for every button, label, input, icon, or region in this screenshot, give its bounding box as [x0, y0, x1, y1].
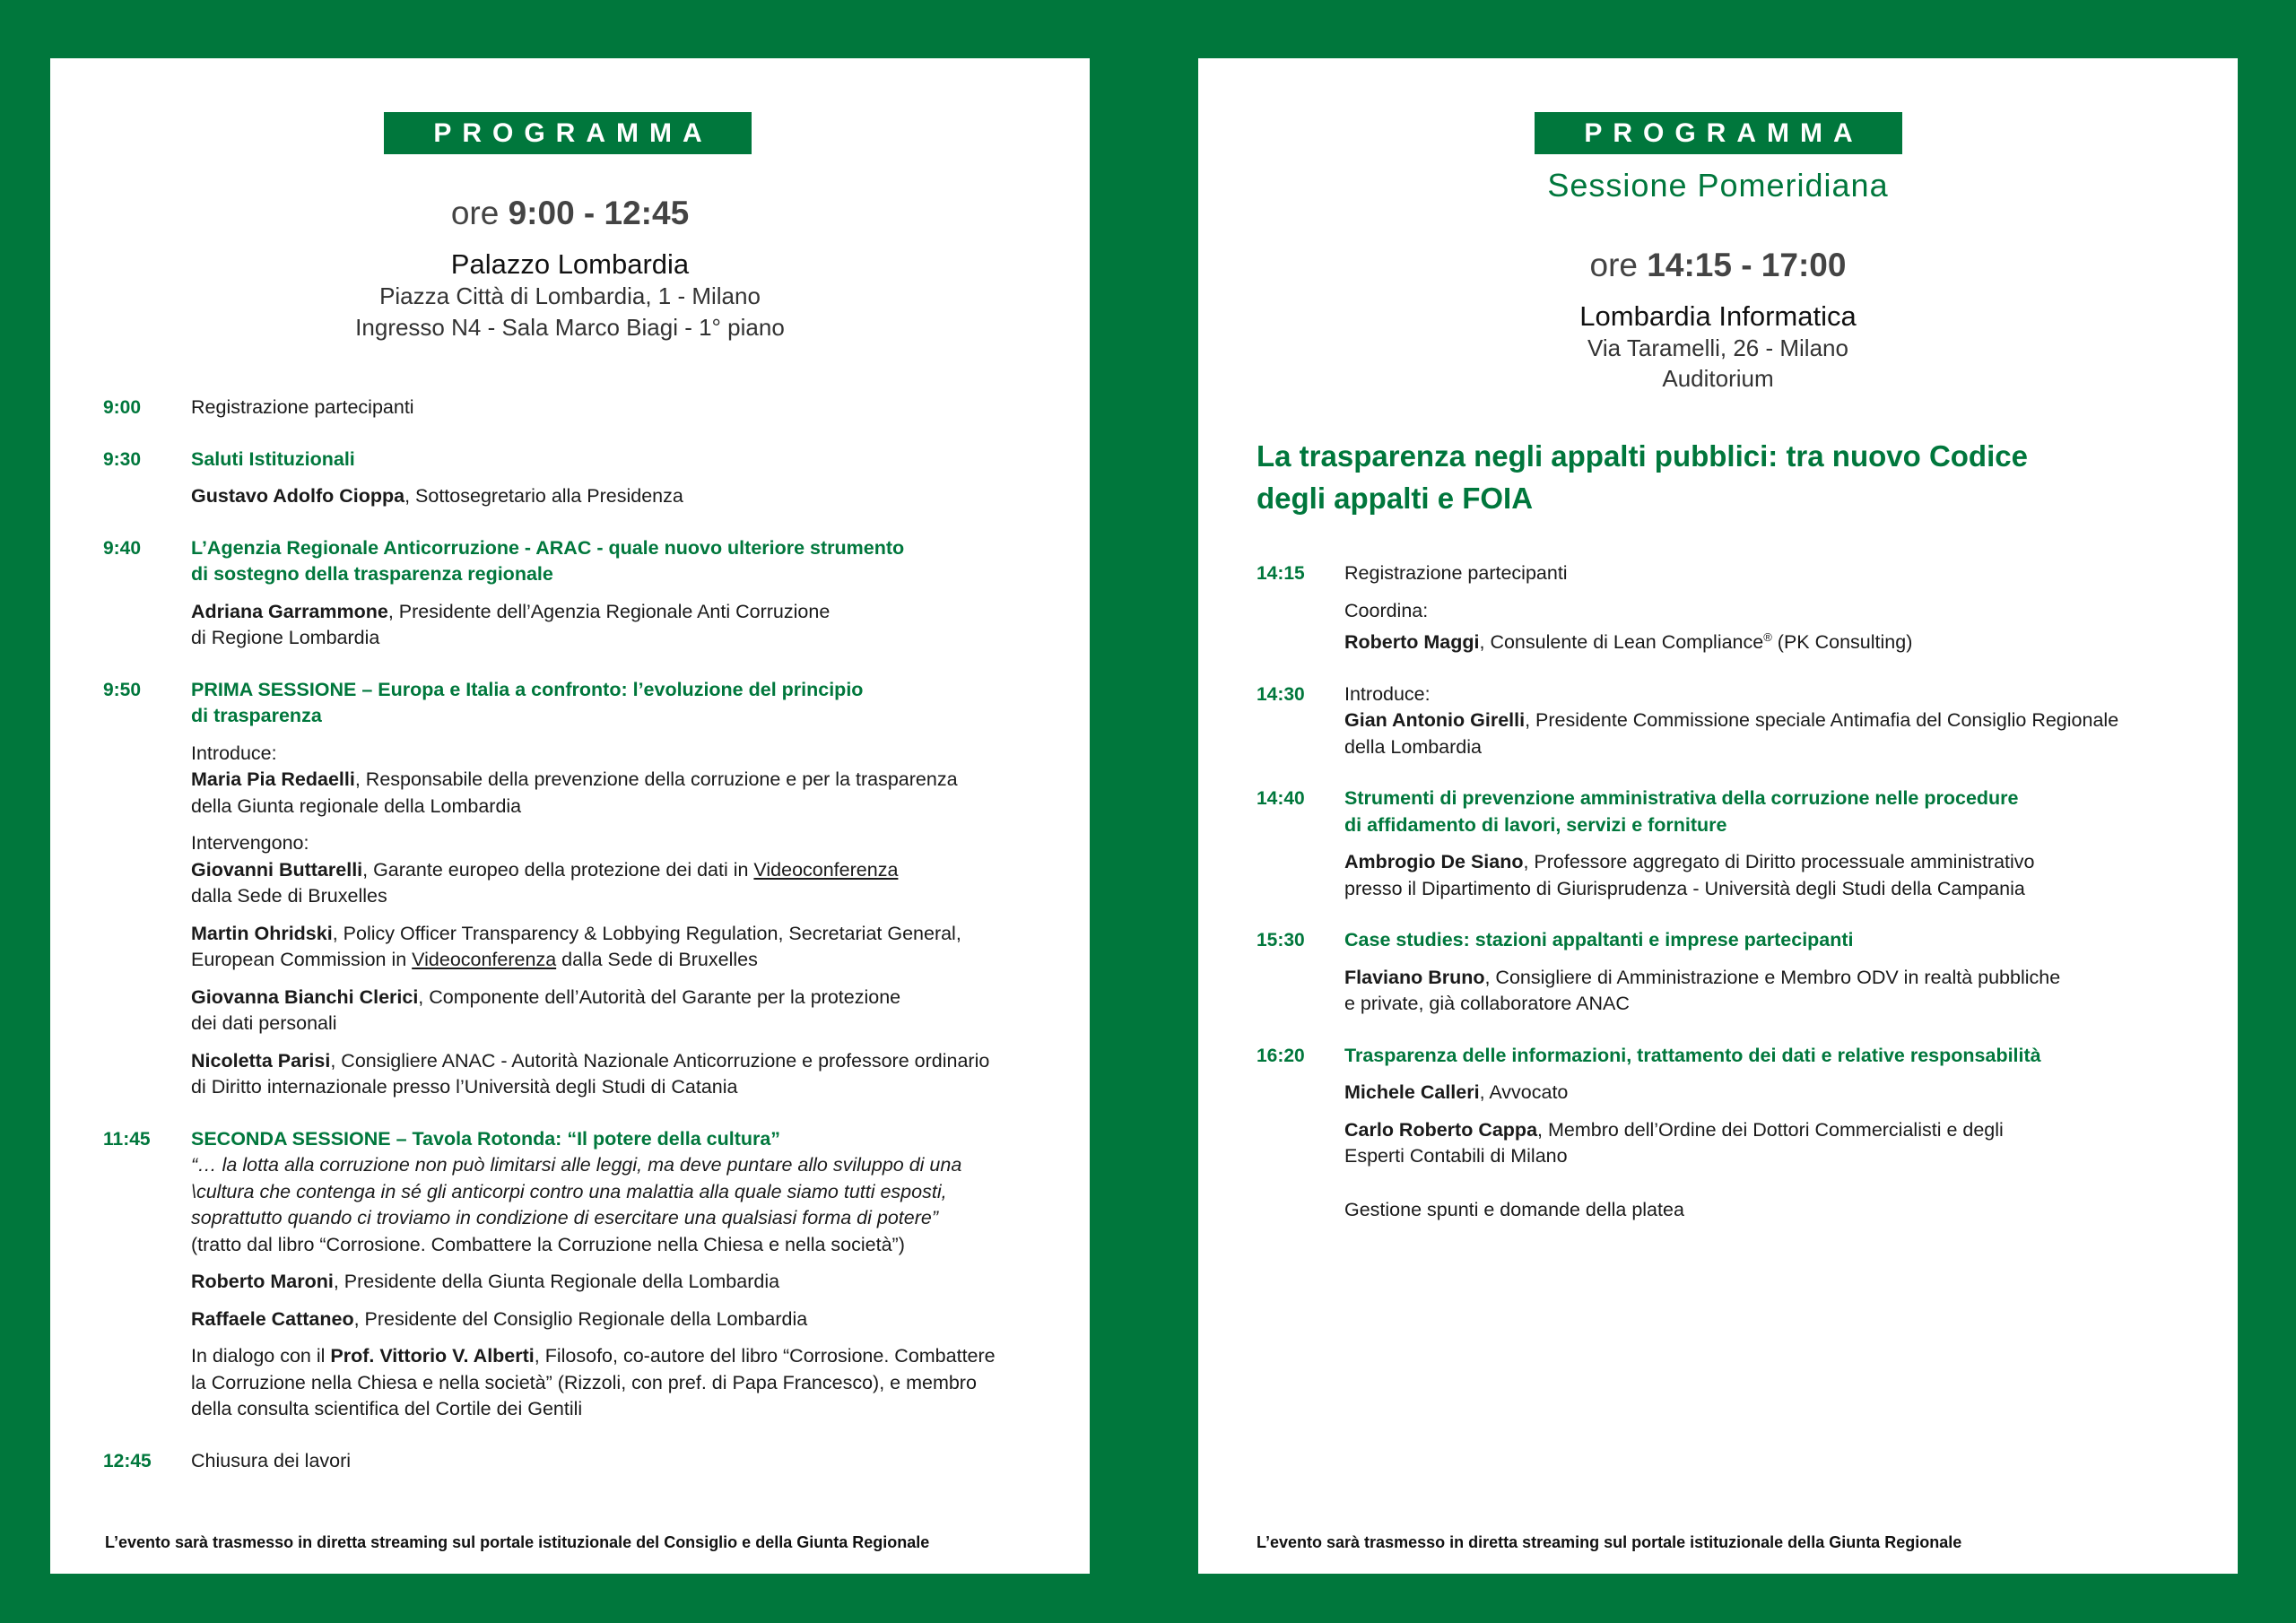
speaker-role: , Garante europeo della protezione dei dati in — [362, 858, 754, 881]
speaker-name: Raffaele Cattaneo — [191, 1307, 354, 1330]
agenda-item — [103, 1448, 1045, 1475]
speaker-role-cont: della Lombardia — [1344, 735, 1482, 758]
agenda-list — [103, 395, 1045, 1474]
speaker-role: , Presidente Commissione speciale Antimafia del Consiglio Regionale — [1525, 709, 2119, 732]
agenda-title: Chiusura dei lavori — [191, 1449, 352, 1471]
venue-address: Via Taramelli, 26 - Milano — [1587, 334, 1848, 361]
agenda-title: PRIMA SESSIONE – Europa e Italia a confronto: l’evoluzione del principio — [191, 678, 864, 700]
venue-name: Lombardia Informatica — [1579, 300, 1857, 332]
speaker-name: Prof. Vittorio V. Alberti — [330, 1345, 535, 1367]
agenda-title: Strumenti di prevenzione amministrativa della corruzione nelle procedure — [1344, 787, 2019, 810]
speaker-name: Adriana Garrammone — [191, 600, 388, 622]
speakers-label: Intervengono: — [191, 832, 309, 854]
streaming-note: L’evento sarà trasmesso in diretta streaming sul portale istituzionale della Giunta Regionale — [1257, 1533, 1962, 1551]
agenda-item — [103, 535, 1045, 652]
left-program-page — [50, 58, 1090, 1574]
agenda-time: 9:50 — [103, 679, 142, 700]
speaker-role: , Responsabile della prevenzione della corruzione e per la trasparenza — [354, 768, 958, 790]
speaker-role: , Filosofo, co-autore del libro “Corrosione. Combattere — [534, 1345, 996, 1367]
agenda-item — [103, 395, 1045, 421]
agenda-time: 9:00 — [103, 397, 142, 418]
agenda-item — [1257, 1043, 2193, 1224]
speaker-name: Gustavo Adolfo Cioppa — [191, 485, 405, 507]
agenda-time: 11:45 — [103, 1128, 151, 1150]
speaker-role: , Membro dell’Ordine dei Dottori Commercialisti e degli — [1537, 1118, 2004, 1141]
speaker-role-cont: e private, già collaboratore ANAC — [1344, 993, 1630, 1015]
time-prefix: ore — [450, 195, 500, 231]
speaker-role: , Componente dell’Autorità del Garante per la protezione — [418, 985, 901, 1008]
right-program-page — [1198, 58, 2238, 1574]
speaker-name: Carlo Roberto Cappa — [1344, 1118, 1538, 1141]
agenda-time: 12:45 — [103, 1450, 152, 1471]
agenda-time: 14:30 — [1257, 683, 1305, 705]
speaker-role: , Presidente della Giunta Regionale della Lombardia — [333, 1271, 780, 1292]
venue-room: Ingresso N4 - Sala Marco Biagi - 1° piano — [355, 314, 785, 341]
speaker-role-cont: dalla Sede di Bruxelles — [191, 885, 387, 907]
agenda-title: Case studies: stazioni appaltanti e imprese partecipanti — [1344, 929, 1854, 951]
intro-label: Introduce: — [191, 742, 277, 764]
speaker-name: Martin Ohridski — [191, 922, 333, 944]
time-range: 14:15 - 17:00 — [1647, 247, 1847, 283]
speaker-name: Nicoletta Parisi — [191, 1049, 331, 1072]
speaker-name: Ambrogio De Siano — [1344, 851, 1524, 873]
programma-badge: PROGRAMMA — [1535, 112, 1902, 154]
speaker-role-cont: di Diritto internazionale presso l’Università degli Studi di Catania — [191, 1076, 738, 1098]
agenda-item — [103, 447, 1045, 510]
quote: soprattutto quando ci troviamo in condizione di esercitare una qualsiasi forma di potere” — [191, 1207, 938, 1228]
coord-label: Coordina: — [1344, 599, 1429, 621]
speaker-name: Flaviano Bruno — [1344, 966, 1485, 988]
agenda-item — [1257, 681, 2193, 761]
agenda-title: L’Agenzia Regionale Anticorruzione - ARAC - quale nuovo ulteriore strumento — [191, 536, 905, 559]
agenda-item — [103, 1126, 1045, 1423]
agenda-time: 9:30 — [103, 448, 142, 470]
speaker-name: Giovanni Buttarelli — [191, 858, 363, 881]
agenda-title-cont: di sostegno della trasparenza regionale — [191, 563, 553, 585]
session-subtitle: Sessione Pomeridiana — [1547, 167, 1889, 204]
speaker-role-cont: della Giunta regionale della Lombardia — [191, 794, 522, 817]
quote: “… la lotta alla corruzione non può limitarsi alle leggi, ma deve puntare allo sviluppo di una — [191, 1154, 962, 1176]
agenda-time: 9:40 — [103, 537, 142, 559]
venue-room: Auditorium — [1662, 365, 1774, 392]
speaker-name: Giovanna Bianchi Clerici — [191, 985, 419, 1008]
speaker-role-cont: presso il Dipartimento di Giurisprudenza - Università degli Studi della Campania — [1344, 877, 2025, 899]
agenda-title: Saluti Istituzionali — [191, 447, 355, 470]
programma-badge: PROGRAMMA — [384, 112, 752, 154]
session-title — [1257, 435, 2153, 519]
speaker-role: (PK Consulting) — [1771, 631, 1913, 654]
speaker-role: , Consulente di Lean Compliance — [1479, 631, 1764, 654]
agenda-time: 16:20 — [1257, 1045, 1305, 1066]
speaker-role-cont: dei dati personali — [191, 1012, 337, 1034]
speaker-name: Roberto Maggi — [1344, 631, 1480, 654]
speaker-role: , Consigliere di Amministrazione e Membro ODV in realtà pubbliche — [1484, 966, 2061, 988]
registered-mark: ® — [1763, 630, 1772, 644]
agenda-title: Registrazione partecipanti — [1344, 562, 1568, 584]
speaker-role-cont: dalla Sede di Bruxelles — [556, 949, 758, 970]
agenda-title-cont: di affidamento di lavori, servizi e forniture — [1344, 813, 1727, 836]
agenda-item — [1257, 560, 2193, 656]
quote-source: (tratto dal libro “Corrosione. Combattere la Corruzione nella Chiesa e nella società”) — [191, 1233, 905, 1255]
videoconference-link[interactable]: Videoconferenza — [753, 858, 899, 881]
speaker-role-cont: Esperti Contabili di Milano — [1344, 1145, 1568, 1167]
speaker-role-cont: la Corruzione nella Chiesa e nella società” (Rizzoli, con pref. di Papa Francesco), e membro — [191, 1371, 977, 1393]
closing-note: Gestione spunti e domande della platea — [1344, 1198, 1684, 1220]
speaker-role-cont: European Commission in — [191, 949, 413, 970]
streaming-note: L’evento sarà trasmesso in diretta streaming sul portale istituzionale del Consiglio e della Giunta Regionale — [105, 1533, 930, 1551]
agenda-time: 14:15 — [1257, 563, 1305, 584]
time-prefix: ore — [1589, 247, 1639, 283]
agenda-item — [103, 677, 1045, 1101]
speaker-role: , Presidente dell’Agenzia Regionale Anti Corruzione — [387, 600, 831, 622]
agenda-title: SECONDA SESSIONE – Tavola Rotonda: “Il potere della cultura” — [191, 1127, 781, 1150]
speaker-name: Gian Antonio Girelli — [1344, 709, 1526, 732]
agenda-title-cont: di trasparenza — [191, 705, 322, 726]
session-time — [50, 195, 1090, 232]
quote: \cultura che contenga in sé gli anticorpi contro una malattia alla quale siamo tutti esposti, — [191, 1180, 947, 1202]
speaker-role: , Sottosegretario alla Presidenza — [404, 485, 683, 507]
videoconference-link[interactable]: Videoconferenza — [412, 949, 557, 970]
speaker-role: , Policy Officer Transparency & Lobbying Regulation, Secretariat General, — [332, 922, 961, 944]
agenda-item — [1257, 785, 2193, 902]
dialog-intro: In dialogo con il — [191, 1345, 331, 1367]
agenda-time: 14:40 — [1257, 788, 1305, 810]
agenda-title: Trasparenza delle informazioni, trattamento dei dati e relative responsabilità — [1344, 1044, 2041, 1066]
speaker-role-cont: di Regione Lombardia — [191, 627, 380, 648]
time-range: 9:00 - 12:45 — [508, 195, 690, 231]
agenda-time: 15:30 — [1257, 930, 1305, 951]
agenda-item — [1257, 927, 2193, 1018]
venue-address: Piazza Città di Lombardia, 1 - Milano — [379, 282, 761, 309]
agenda-list — [1257, 560, 2193, 1223]
session-title-line: La trasparenza negli appalti pubblici: tra nuovo Codice — [1257, 439, 2028, 473]
speaker-role: , Professore aggregato di Diritto processuale amministrativo — [1523, 851, 2035, 873]
speaker-role-cont: della consulta scientifica del Cortile dei Gentili — [191, 1398, 583, 1419]
speaker-name: Michele Calleri — [1344, 1081, 1480, 1104]
session-title-line: degli appalti e FOIA — [1257, 482, 1534, 515]
agenda-title: Registrazione partecipanti — [191, 396, 414, 418]
speaker-role: , Presidente del Consiglio Regionale della Lombardia — [353, 1307, 808, 1330]
speaker-name: Maria Pia Redaelli — [191, 768, 355, 790]
speaker-name: Roberto Maroni — [191, 1271, 334, 1292]
session-time — [1198, 247, 2238, 284]
venue-name: Palazzo Lombardia — [450, 248, 690, 280]
speaker-role: , Consigliere ANAC - Autorità Nazionale Anticorruzione e professore ordinario — [330, 1049, 990, 1072]
speaker-role: , Avvocato — [1479, 1081, 1569, 1104]
intro-label: Introduce: — [1344, 682, 1431, 705]
